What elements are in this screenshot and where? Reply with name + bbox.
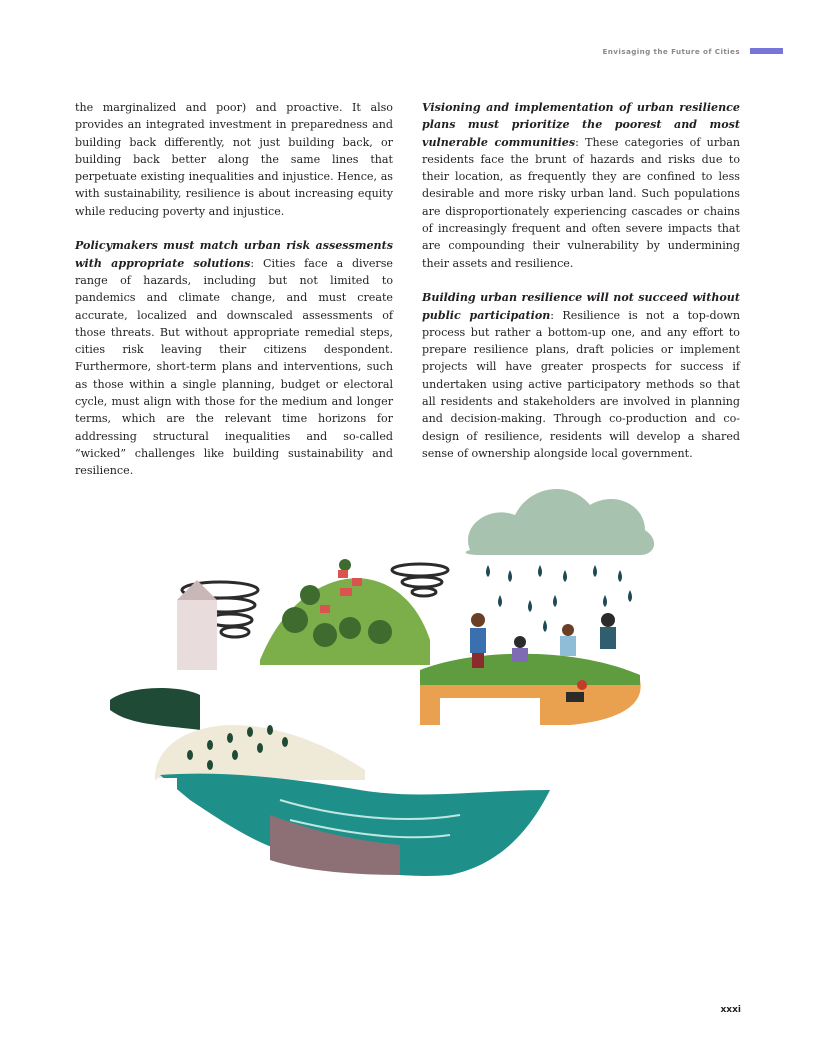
left-paragraph-1 (75, 99, 393, 220)
left-paragraph-2-text: : Cities face a diverse range of hazards, including but not limited to pandemics and climate change, and must create accurate, localized and downscaled assessments of those threats. But without appropriate remedial steps, cities risk leaving their citizens despondent. Furthermore, short-term plans and interventions, such as those within a single planning, budget or electoral cycle, must align with those for the medium and longer terms, which are the relevant time horizons for addressing structural inequalities and so-called “wicked” challenges like building sustainability and resilience. (75, 256, 393, 478)
urban-resilience-illustration (100, 470, 660, 890)
right-paragraph-1 (422, 99, 740, 272)
right-paragraph-1-text: : These categories of urban residents face the brunt of hazards and risks due to their location, as frequently they are confined to less desirable and more risky urban land. Such populations are disproportionately experiencing cascades or chains of increasingly frequent and often severe impacts that are compounding their vulnerability by undermining their assets and resilience. (422, 135, 740, 270)
left-paragraph-1-text: the marginalized and poor) and proactive. It also provides an integrated investment in preparedness and building back differently, not just building back, or building back better along the same lines that perpetuate existing inequalities and injustice. Hence, as with sustainability, resilience is about increasing equity while reducing poverty and injustice. (75, 101, 393, 218)
right-paragraph-1-lead: Visioning and implementation of urban resilience plans must prioritize the poorest and most vulnerable communities (422, 101, 740, 149)
rain-cloud-icon (466, 489, 654, 632)
accent-bar (750, 48, 783, 54)
running-header (602, 46, 783, 56)
page-number: xxxi (720, 1005, 741, 1015)
green-swoosh (110, 688, 200, 730)
building (177, 600, 217, 670)
left-paragraph-2-lead: Policymakers must match urban risk assessments with appropriate solutions (75, 239, 393, 270)
right-paragraph-2 (422, 289, 740, 462)
right-column (422, 99, 740, 480)
left-column (75, 99, 393, 497)
right-paragraph-2-lead: Building urban resilience will not succeed without public participation (422, 291, 740, 322)
right-paragraph-2-text: : Resilience is not a top-down process but rather a bottom-up one, and any effort to prepare resilience plans, draft policies or implement projects will have greater prospects for success if undertaken using active participatory methods so that all residents and stakeholders are involved in planning and decision-making. Through co-production and co-design of resilience, residents will develop a shared sense of ownership alongside local government. (422, 308, 740, 460)
left-paragraph-2 (75, 237, 393, 479)
running-header-title: Envisaging the Future of Cities (602, 46, 740, 56)
